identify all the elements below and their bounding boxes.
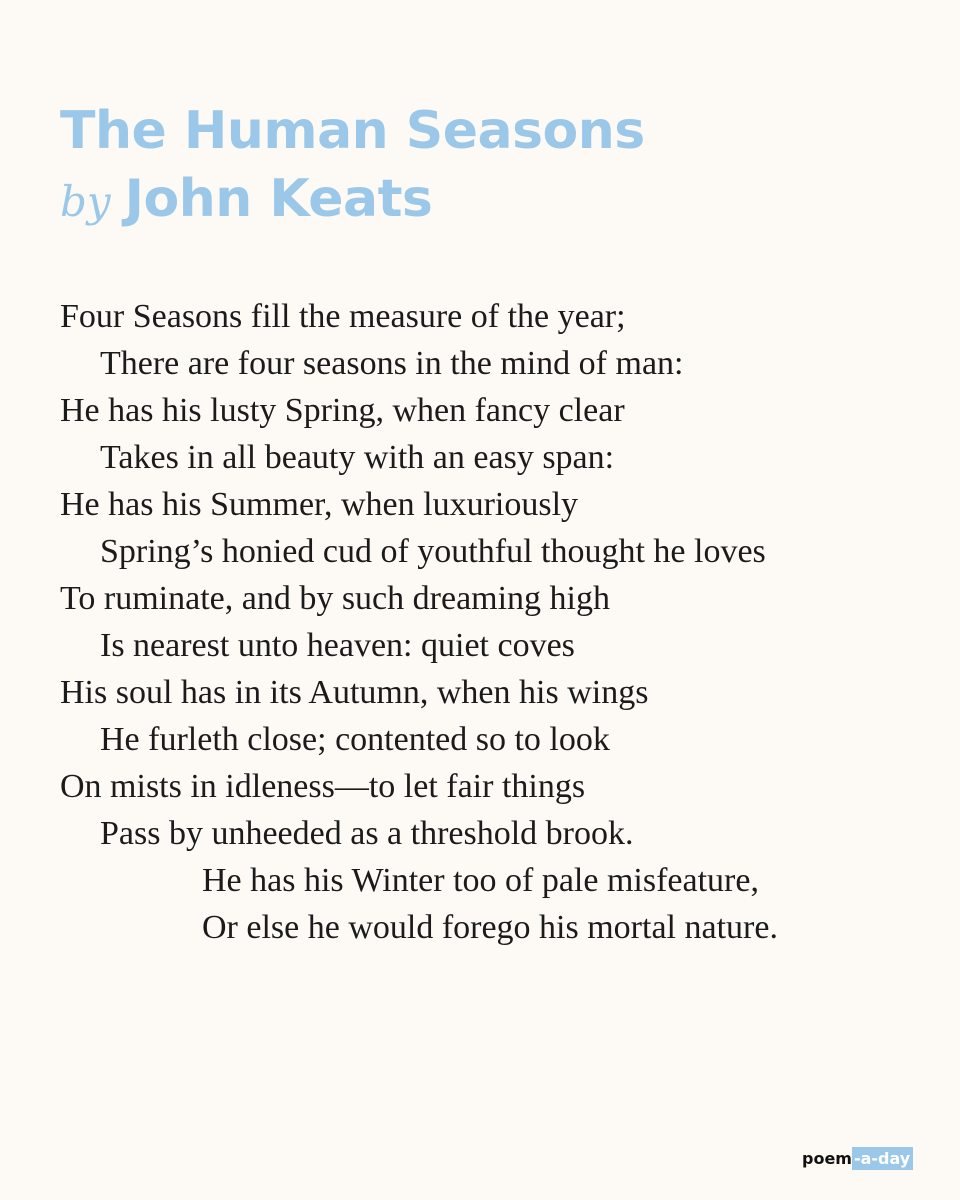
poem-a-day-logo xyxy=(802,1146,913,1171)
author-name: John Keats xyxy=(124,169,433,229)
poem-title: The Human Seasons xyxy=(60,101,645,161)
poem-line: Spring’s honied cud of youthful thought he loves xyxy=(100,533,766,570)
poem-line: Takes in all beauty with an easy span: xyxy=(100,439,615,476)
poem-line: On mists in idleness—to let fair things xyxy=(60,768,586,805)
poem-line: Is nearest unto heaven: quiet coves xyxy=(100,627,575,664)
header xyxy=(60,100,920,233)
logo-text-a-day: -a-day xyxy=(852,1147,913,1170)
byline xyxy=(60,168,920,233)
logo-text-poem: poem xyxy=(802,1149,852,1168)
poem-line: Pass by unheeded as a threshold brook. xyxy=(100,815,634,852)
poem-line: His soul has in its Autumn, when his wings xyxy=(60,674,649,711)
poem-line: To ruminate, and by such dreaming high xyxy=(60,580,610,617)
poem-line: He has his lusty Spring, when fancy clear xyxy=(60,392,625,429)
byline-prefix: by xyxy=(60,177,111,226)
poem-line: He has his Summer, when luxuriously xyxy=(60,486,579,523)
poem-line: He furleth close; contented so to look xyxy=(100,721,610,758)
poem-line: Four Seasons fill the measure of the year; xyxy=(60,298,626,335)
poem-line: There are four seasons in the mind of man: xyxy=(100,345,684,382)
poem-line: Or else he would forego his mortal nature. xyxy=(202,909,778,946)
poem-line: He has his Winter too of pale misfeature, xyxy=(202,862,759,899)
poem-body xyxy=(60,293,940,951)
